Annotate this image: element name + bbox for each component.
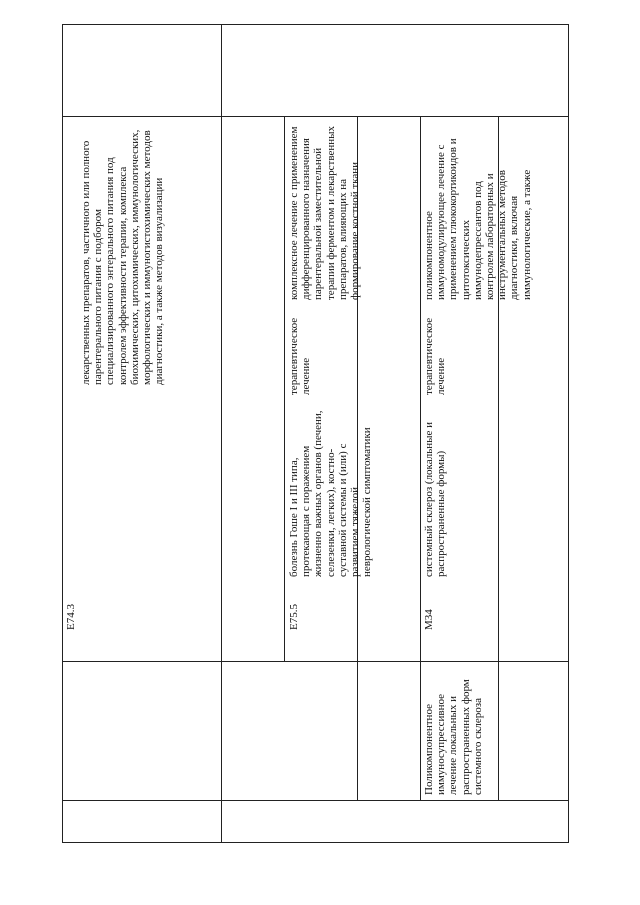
code-cell-e75-5: E75.5 xyxy=(288,604,300,630)
diagnosis-cell-e75-5: болезнь Гоше I и III типа, протекающая с поражением жизненно важных органов (печени, селезенки, легких), костно-суставной системы и (или) с развитием тяжелой неврологической симптоматики xyxy=(288,410,374,577)
row-divider-vertical xyxy=(420,116,421,800)
method-cell-e74-3: лекарственных препаратов, частичного или полного парентерального питания с подбором специализированного энтерального питания под контролем эффективности терапии, комплекса биохимических, цитохимических, иммунологических, морфологических и иммуногистохимических методов диагностики, а также методов визуализации xyxy=(80,129,166,385)
column-divider xyxy=(221,25,222,842)
method-cell-e75-5: комплексное лечение с применением дифференцированного назначения парентеральной заместительной терапии ферментом и лекарственных препаратов, влияющих на формирование костной ткани xyxy=(288,125,362,300)
code-cell-m34: M34 xyxy=(423,609,435,630)
method-cell-m34: поликомпонентное иммуномодулирующее лечение с применением глюкокортикоидов и цитотоксических иммунодепрессантов под контролем лабораторных и инструментальных методов диагностики, включая иммунологические, а также xyxy=(423,138,533,300)
row-divider xyxy=(63,800,568,801)
row-divider xyxy=(63,661,568,662)
row-divider-vertical xyxy=(284,116,285,661)
treatment-type-cell-m34: терапевтическое лечение xyxy=(423,317,448,395)
diagnosis-cell-m34: системный склероз (локальные и распространенные формы) xyxy=(423,421,448,577)
code-cell-e74-3: E74.3 xyxy=(65,604,77,630)
treatment-type-cell-e75-5: терапевтическое лечение xyxy=(288,317,313,395)
name-cell-m34: Поликомпонентное иммуносупрессивное лечение локальных и распространенных форм системного склероза xyxy=(423,679,484,795)
